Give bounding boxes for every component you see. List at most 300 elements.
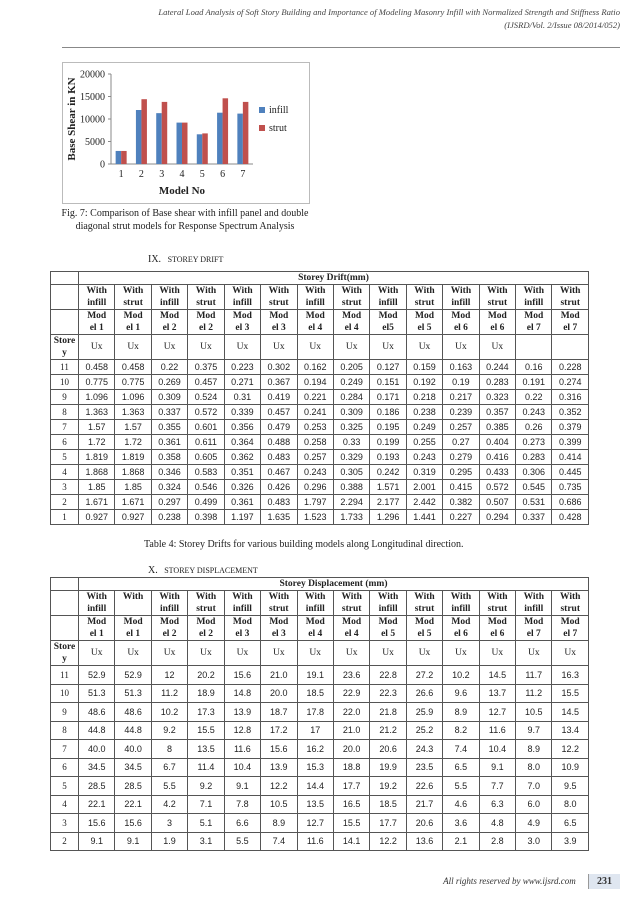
value-cell: 1.096	[115, 390, 151, 405]
value-cell: 15.6	[115, 814, 151, 833]
infill-type-label: strut	[196, 604, 216, 614]
value-cell: 0.253	[297, 420, 333, 435]
el-label: el 2	[162, 323, 177, 333]
value-cell: 7.8	[224, 795, 260, 814]
value-cell: 12.2	[370, 832, 406, 851]
value-cell: 21.7	[406, 795, 442, 814]
value-cell: 0.775	[115, 375, 151, 390]
model-number-header	[370, 310, 406, 335]
value-cell: 14.1	[333, 832, 369, 851]
value-cell: 15.5	[188, 721, 224, 740]
table-row	[51, 510, 589, 525]
value-cell: 26.6	[406, 684, 442, 703]
model-type-header	[443, 285, 479, 310]
value-cell: 14.5	[552, 703, 588, 722]
infill-type-label: infill	[451, 298, 471, 308]
model-type-header	[552, 591, 588, 616]
value-cell: 0.583	[188, 465, 224, 480]
value-cell: 1.296	[370, 510, 406, 525]
with-label: With	[341, 592, 362, 602]
value-cell: 0.467	[261, 465, 297, 480]
value-cell: 10.5	[261, 795, 297, 814]
infill-type-label: strut	[487, 298, 508, 308]
infill-type-label: strut	[341, 604, 362, 614]
model-number-header	[370, 616, 406, 641]
empty-cell	[51, 591, 79, 616]
value-cell: 4.9	[516, 814, 552, 833]
value-cell: 8.0	[516, 758, 552, 777]
infill-type-label: infill	[160, 298, 180, 308]
model-type-header	[261, 285, 297, 310]
value-cell: 6.6	[224, 814, 260, 833]
el-label: el 7	[563, 629, 578, 639]
value-cell: 24.3	[406, 740, 442, 759]
value-cell: 0.171	[370, 390, 406, 405]
x-axis-title: Model No	[158, 185, 206, 197]
mod-label: Mod	[487, 617, 507, 627]
value-cell: 9.1	[79, 832, 115, 851]
value-cell: 0.31	[224, 390, 260, 405]
model-number-header	[297, 616, 333, 641]
value-cell: 10.4	[224, 758, 260, 777]
value-cell: 0.194	[297, 375, 333, 390]
header-title: Lateral Load Analysis of Soft Story Building and Importance of Modeling Masonry Infill with Normalized Strength and Stiffness Ratio	[158, 7, 620, 17]
value-cell: 0.297	[151, 495, 187, 510]
mod-label: Mod	[232, 617, 252, 627]
value-cell: 21.0	[261, 666, 297, 685]
value-cell: 8.0	[552, 795, 588, 814]
storey-number: 6	[51, 758, 79, 777]
with-label: With	[122, 286, 144, 296]
value-cell: 0.326	[224, 480, 260, 495]
model-number-header	[261, 616, 297, 641]
value-cell: 0.195	[370, 420, 406, 435]
with-label: With	[414, 592, 435, 602]
infill-type-label: strut	[487, 604, 508, 614]
value-cell: 0.361	[224, 495, 260, 510]
value-cell: 0.735	[552, 480, 588, 495]
value-cell: 9.6	[443, 684, 479, 703]
infill-type-label: infill	[305, 604, 325, 614]
mod-label: Mod	[415, 617, 434, 627]
value-cell: 0.337	[151, 405, 187, 420]
model-type-header	[151, 285, 187, 310]
infill-type-label: infill	[305, 298, 325, 308]
value-cell: 0.26	[516, 420, 552, 435]
el-label: el 1	[89, 629, 104, 639]
model-number-header	[479, 310, 515, 335]
section-heading-drift	[148, 254, 223, 265]
bar-strut	[162, 102, 168, 164]
table-row	[51, 375, 589, 390]
value-cell: 8.9	[261, 814, 297, 833]
el-label: el 1	[126, 323, 141, 333]
value-cell: 2.294	[333, 495, 369, 510]
value-cell: 0.364	[224, 435, 260, 450]
value-cell: 0.339	[224, 405, 260, 420]
table-title: Storey Drift(mm)	[79, 272, 589, 285]
value-cell: 0.356	[224, 420, 260, 435]
direction-label: Ux	[151, 335, 187, 360]
el-label: el 7	[563, 323, 578, 333]
value-cell: 2.177	[370, 495, 406, 510]
storey-number: 8	[51, 405, 79, 420]
with-label: With	[305, 286, 326, 296]
value-cell: 10.4	[479, 740, 515, 759]
infill-type-label: infill	[232, 298, 252, 308]
model-type-header	[370, 591, 406, 616]
mod-label: Mod	[305, 311, 325, 321]
value-cell: 17.7	[333, 777, 369, 796]
value-cell: 0.127	[370, 360, 406, 375]
mod-label: Mod	[560, 311, 580, 321]
base-shear-chart	[62, 62, 310, 204]
y-tick-label: 20000	[80, 69, 105, 81]
storey-number: 4	[51, 795, 79, 814]
value-cell: 0.316	[552, 390, 588, 405]
value-cell: 23.6	[333, 666, 369, 685]
el-label: el 2	[198, 323, 213, 333]
value-cell: 48.6	[79, 703, 115, 722]
figure-caption: Fig. 7: Comparison of Base shear with infill panel and double diagonal strut models for Response Spectrum Analysis	[61, 208, 309, 232]
direction-label: Ux	[115, 335, 151, 360]
infill-type-label: infill	[451, 604, 471, 614]
value-cell: 4.8	[479, 814, 515, 833]
empty-cell	[51, 285, 79, 310]
infill-type-label: strut	[269, 604, 289, 614]
model-type-header	[297, 285, 333, 310]
mod-label: Mod	[487, 311, 507, 321]
x-tick-label: 3	[159, 169, 165, 180]
storey-number: 5	[51, 777, 79, 796]
value-cell: 44.8	[79, 721, 115, 740]
value-cell: 15.6	[261, 740, 297, 759]
model-number-header	[479, 616, 515, 641]
direction-label: Ux	[261, 641, 297, 666]
model-type-header	[479, 285, 515, 310]
bar-infill	[237, 114, 243, 164]
mod-label: Mod	[415, 311, 434, 321]
value-cell: 0.346	[151, 465, 187, 480]
value-cell: 0.361	[151, 435, 187, 450]
value-cell: 0.458	[115, 360, 151, 375]
value-cell: 19.2	[370, 777, 406, 796]
value-cell: 1.671	[79, 495, 115, 510]
storey-number: 2	[51, 832, 79, 851]
value-cell: 10.2	[443, 666, 479, 685]
value-cell: 0.414	[552, 450, 588, 465]
empty-cell	[516, 335, 552, 360]
storey-number: 9	[51, 390, 79, 405]
mod-label: Mod	[378, 311, 398, 321]
value-cell: 5.1	[188, 814, 224, 833]
value-cell: 1.733	[333, 510, 369, 525]
value-cell: 0.362	[224, 450, 260, 465]
storey-number: 11	[51, 360, 79, 375]
model-number-header	[188, 310, 224, 335]
value-cell: 0.483	[261, 495, 297, 510]
value-cell: 22.8	[370, 666, 406, 685]
value-cell: 0.16	[516, 360, 552, 375]
value-cell: 0.404	[479, 435, 515, 450]
storey-header	[51, 641, 79, 666]
value-cell: 18.5	[297, 684, 333, 703]
storey-drift-table	[50, 271, 589, 525]
value-cell: 28.5	[115, 777, 151, 796]
value-cell: 0.388	[333, 480, 369, 495]
with-label: With	[268, 286, 290, 296]
page-footer	[443, 874, 620, 889]
storey-label: Store	[53, 642, 76, 652]
value-cell: 11.6	[297, 832, 333, 851]
table-row	[51, 721, 589, 740]
table-row	[51, 703, 589, 722]
value-cell: 16.5	[333, 795, 369, 814]
value-cell: 0.309	[151, 390, 187, 405]
value-cell: 1.523	[297, 510, 333, 525]
value-cell: 0.271	[224, 375, 260, 390]
value-cell: 0.433	[479, 465, 515, 480]
table-row	[51, 435, 589, 450]
value-cell: 0.382	[443, 495, 479, 510]
value-cell: 6.5	[443, 758, 479, 777]
value-cell: 0.221	[297, 390, 333, 405]
value-cell: 9.2	[188, 777, 224, 796]
el-label: el 4	[308, 323, 323, 333]
value-cell: 34.5	[79, 758, 115, 777]
value-cell: 22.0	[333, 703, 369, 722]
value-cell: 0.269	[151, 375, 187, 390]
empty-cell	[51, 310, 79, 335]
value-cell: 22.1	[79, 795, 115, 814]
value-cell: 1.57	[79, 420, 115, 435]
el-label: el 3	[235, 629, 250, 639]
with-label: With	[487, 592, 508, 602]
value-cell: 0.243	[406, 450, 442, 465]
bar-infill	[217, 113, 223, 164]
value-cell: 0.457	[261, 405, 297, 420]
value-cell: 13.6	[406, 832, 442, 851]
infill-type-label: infill	[378, 604, 398, 614]
value-cell: 25.9	[406, 703, 442, 722]
el-label: el 1	[89, 323, 104, 333]
value-cell: 0.302	[261, 360, 297, 375]
value-cell: 0.375	[188, 360, 224, 375]
el-label: el 5	[381, 629, 396, 639]
value-cell: 0.479	[261, 420, 297, 435]
value-cell: 1.363	[79, 405, 115, 420]
table-title-row	[51, 272, 589, 285]
mod-label: Mod	[87, 617, 107, 627]
bar-infill	[177, 123, 183, 164]
value-cell: 0.398	[188, 510, 224, 525]
table-row	[51, 758, 589, 777]
mod-label: Mod	[342, 617, 362, 627]
value-cell: 0.162	[297, 360, 333, 375]
model-number-header	[406, 616, 442, 641]
value-cell: 17.3	[188, 703, 224, 722]
el-label: el 5	[417, 629, 432, 639]
value-cell: 16.2	[297, 740, 333, 759]
value-cell: 3.1	[188, 832, 224, 851]
value-cell: 21.0	[333, 721, 369, 740]
model-type-header	[516, 591, 552, 616]
y-axis-title: Base Shear in KN	[66, 77, 78, 161]
bar-infill	[136, 110, 142, 164]
table-row	[51, 777, 589, 796]
storey-number: 2	[51, 495, 79, 510]
model-number-header	[333, 616, 369, 641]
value-cell: 22.3	[370, 684, 406, 703]
direction-label: Ux	[406, 641, 442, 666]
direction-label: Ux	[261, 335, 297, 360]
value-cell: 0.159	[406, 360, 442, 375]
value-cell: 0.217	[443, 390, 479, 405]
value-cell: 9.2	[151, 721, 187, 740]
value-cell: 15.6	[79, 814, 115, 833]
storey-label: y	[62, 654, 67, 664]
model-type-header	[370, 285, 406, 310]
storey-number: 4	[51, 465, 79, 480]
value-cell: 0.279	[443, 450, 479, 465]
header-rule	[62, 47, 620, 48]
table-row	[51, 740, 589, 759]
el-label: el 4	[308, 629, 323, 639]
value-cell: 0.775	[79, 375, 115, 390]
value-cell: 52.9	[115, 666, 151, 685]
storey-number: 10	[51, 684, 79, 703]
storey-number: 9	[51, 703, 79, 722]
model-type-header	[406, 285, 442, 310]
value-cell: 0.352	[552, 405, 588, 420]
table-row	[51, 480, 589, 495]
value-cell: 0.605	[188, 450, 224, 465]
section-number: IX.	[148, 254, 162, 265]
value-cell: 9.1	[479, 758, 515, 777]
value-cell: 17.2	[261, 721, 297, 740]
value-cell: 1.671	[115, 495, 151, 510]
x-tick-label: 6	[220, 169, 226, 180]
direction-label: Ux	[333, 641, 369, 666]
value-cell: 0.379	[552, 420, 588, 435]
model-type-header	[516, 285, 552, 310]
value-cell: 0.416	[479, 450, 515, 465]
header-row-direction	[51, 335, 589, 360]
with-label: With	[195, 286, 217, 296]
storey-number: 3	[51, 814, 79, 833]
table-row	[51, 360, 589, 375]
value-cell: 1.9	[151, 832, 187, 851]
table-row	[51, 832, 589, 851]
mod-label: Mod	[269, 617, 289, 627]
el-label: el 2	[198, 629, 213, 639]
table-title-row	[51, 578, 589, 591]
value-cell: 0.151	[370, 375, 406, 390]
value-cell: 0.319	[406, 465, 442, 480]
x-tick-label: 4	[179, 169, 185, 180]
value-cell: 8.9	[443, 703, 479, 722]
value-cell: 1.197	[224, 510, 260, 525]
value-cell: 1.57	[115, 420, 151, 435]
legend-swatch-infill	[259, 107, 265, 113]
direction-label: Ux	[443, 335, 479, 360]
header-row-model-number	[51, 310, 589, 335]
value-cell: 0.572	[188, 405, 224, 420]
direction-label: Ux	[297, 335, 333, 360]
model-type-header	[333, 591, 369, 616]
model-number-header	[115, 616, 151, 641]
value-cell: 0.426	[261, 480, 297, 495]
value-cell: 5.5	[151, 777, 187, 796]
value-cell: 14.5	[479, 666, 515, 685]
value-cell: 11.6	[479, 721, 515, 740]
mod-label: Mod	[123, 311, 143, 321]
direction-label: Ux	[297, 641, 333, 666]
value-cell: 0.223	[224, 360, 260, 375]
direction-label: Ux	[115, 641, 151, 666]
value-cell: 0.22	[151, 360, 187, 375]
value-cell: 18.5	[370, 795, 406, 814]
with-label: With	[414, 286, 435, 296]
bar-infill	[116, 151, 122, 164]
value-cell: 0.686	[552, 495, 588, 510]
value-cell: 0.337	[516, 510, 552, 525]
header-row-model-number	[51, 616, 589, 641]
direction-label: Ux	[516, 641, 552, 666]
value-cell: 10.2	[151, 703, 187, 722]
value-cell: 11.7	[516, 666, 552, 685]
value-cell: 10.9	[552, 758, 588, 777]
storey-displacement-table	[50, 577, 589, 851]
y-tick-label: 5000	[85, 137, 105, 148]
value-cell: 21.2	[370, 721, 406, 740]
infill-type-label: strut	[414, 298, 435, 308]
value-cell: 9.1	[115, 832, 151, 851]
model-number-header	[151, 310, 187, 335]
infill-type-label: strut	[560, 298, 580, 308]
y-tick-label: 10000	[80, 114, 105, 126]
model-number-header	[224, 310, 260, 335]
value-cell: 0.163	[443, 360, 479, 375]
mod-label: Mod	[524, 311, 544, 321]
storey-label: Store	[53, 336, 76, 346]
value-cell: 8	[151, 740, 187, 759]
value-cell: 20.0	[333, 740, 369, 759]
value-cell: 0.367	[261, 375, 297, 390]
running-header	[80, 6, 620, 32]
value-cell: 1.441	[406, 510, 442, 525]
el-label: el 3	[271, 629, 286, 639]
value-cell: 19.1	[297, 666, 333, 685]
value-cell: 0.244	[479, 360, 515, 375]
section-title: STOREY DISPLACEMENT	[164, 566, 258, 575]
value-cell: 0.457	[188, 375, 224, 390]
model-type-header	[479, 591, 515, 616]
mod-label: Mod	[342, 311, 362, 321]
with-label: With	[560, 592, 581, 602]
value-cell: 22.6	[406, 777, 442, 796]
model-number-header	[552, 310, 588, 335]
infill-type-label: strut	[341, 298, 362, 308]
value-cell: 7.7	[479, 777, 515, 796]
value-cell: 0.191	[516, 375, 552, 390]
value-cell: 0.445	[552, 465, 588, 480]
value-cell: 0.572	[479, 480, 515, 495]
chart-svg	[63, 63, 309, 203]
value-cell: 0.242	[370, 465, 406, 480]
value-cell: 17	[297, 721, 333, 740]
legend-swatch-strut	[259, 125, 265, 131]
